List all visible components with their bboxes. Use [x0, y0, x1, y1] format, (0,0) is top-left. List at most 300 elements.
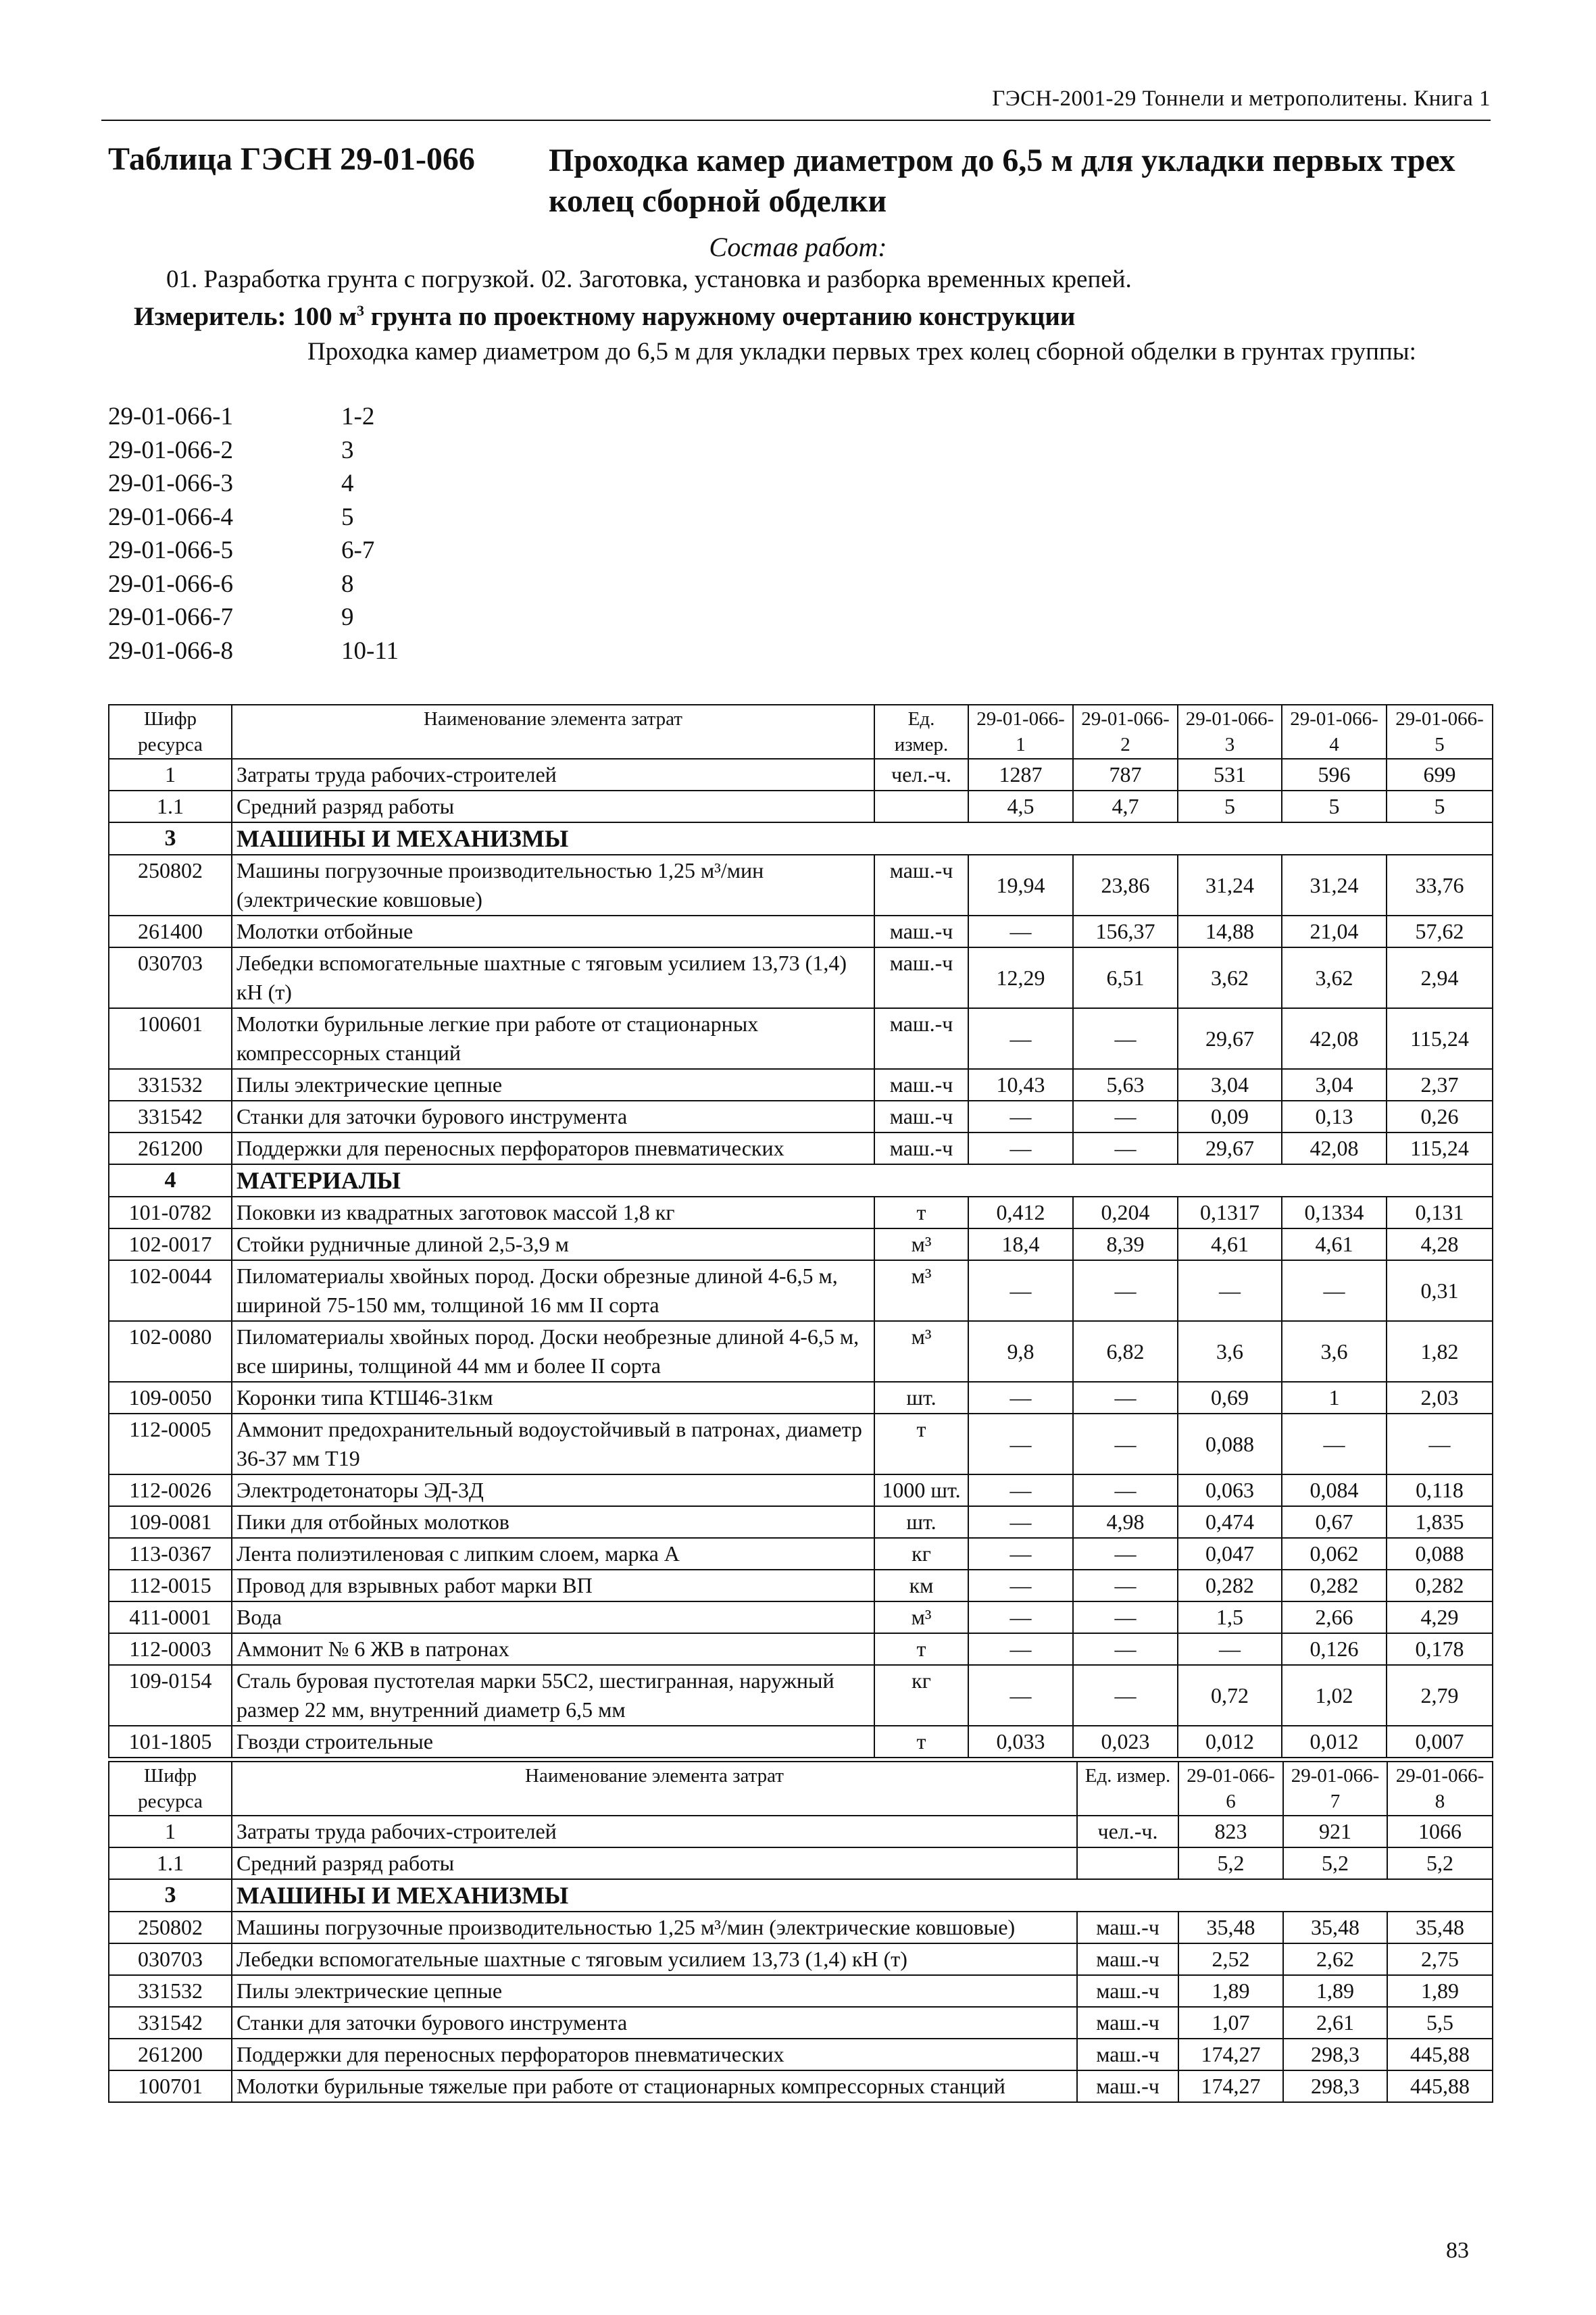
section-row	[109, 1879, 1493, 1912]
resource-value: 1,02	[1282, 1665, 1387, 1726]
table-row	[109, 947, 1493, 1008]
measure-prefix: Измеритель: 100 м	[134, 302, 357, 331]
table-row	[109, 759, 1493, 791]
resource-value: —	[968, 1665, 1073, 1726]
resource-value: 6,82	[1073, 1321, 1178, 1382]
resource-unit: чел.-ч.	[1077, 1816, 1178, 1847]
resource-code: 250802	[109, 1912, 232, 1943]
resource-code: 3	[109, 1879, 232, 1912]
running-head: ГЭСН-2001-29 Тоннели и метрополитены. Книга 1	[992, 86, 1491, 111]
table-row	[109, 1912, 1493, 1943]
resource-value: 4,28	[1387, 1228, 1493, 1260]
variant-code: 29-01-066-3	[108, 470, 233, 497]
resource-unit: шт.	[874, 1506, 968, 1538]
resource-name: Стойки рудничные длиной 2,5-3,9 м	[232, 1228, 874, 1260]
resource-value: 2,61	[1283, 2007, 1387, 2039]
resource-code: 331542	[109, 2007, 232, 2039]
resource-name: Пилы электрические цепные	[232, 1975, 1077, 2007]
table-row	[109, 2070, 1493, 2102]
resource-value: 3,04	[1282, 1069, 1387, 1101]
resource-unit: т	[874, 1633, 968, 1665]
resource-value: 0,282	[1282, 1570, 1387, 1601]
resource-value: 298,3	[1283, 2070, 1387, 2102]
resource-name: Лебедки вспомогательные шахтные с тяговым усилием 13,73 (1,4) кН (т)	[232, 1943, 1077, 1975]
resource-code: 261200	[109, 1132, 232, 1164]
resource-unit: маш.-ч	[874, 1132, 968, 1164]
resource-value: 0,084	[1282, 1474, 1387, 1506]
variant-group: 8	[341, 570, 354, 598]
resource-value: 21,04	[1282, 916, 1387, 947]
resource-value: —	[968, 916, 1073, 947]
table-header-row	[109, 1762, 1493, 1816]
measure-sup: 3	[357, 302, 365, 319]
resource-name: Провод для взрывных работ марки ВП	[232, 1570, 874, 1601]
resource-value: —	[1178, 1260, 1282, 1321]
resource-value: 0,09	[1178, 1101, 1282, 1132]
resource-table-1	[108, 704, 1493, 1758]
variant-code: 29-01-066-2	[108, 436, 233, 464]
resource-value: —	[1073, 1601, 1178, 1633]
resource-name: Средний разряд работы	[232, 791, 874, 822]
resource-code: 102-0017	[109, 1228, 232, 1260]
resource-value: 0,023	[1073, 1726, 1178, 1758]
resource-value: 0,474	[1178, 1506, 1282, 1538]
variant-group: 10-11	[341, 637, 399, 665]
header-unit: Ед. измер.	[874, 705, 968, 759]
resource-value: 0,31	[1387, 1260, 1493, 1321]
table-header-row	[109, 705, 1493, 759]
resource-name: Молотки бурильные тяжелые при работе от стационарных компрессорных станций	[232, 2070, 1077, 2102]
resource-value: 0,1317	[1178, 1197, 1282, 1228]
resource-value: 2,79	[1387, 1665, 1493, 1726]
resource-value: 29,67	[1178, 1132, 1282, 1164]
resource-value: 2,94	[1387, 947, 1493, 1008]
table-row	[109, 1474, 1493, 1506]
resource-value: 0,1334	[1282, 1197, 1387, 1228]
variant-row	[108, 568, 399, 601]
resource-name: Пиломатериалы хвойных пород. Доски необрезные длиной 4-6,5 м, все ширины, толщиной 44 мм и более II сорта	[232, 1321, 874, 1382]
resource-unit: м³	[874, 1321, 968, 1382]
table-row	[109, 1132, 1493, 1164]
resource-value: 5,5	[1387, 2007, 1493, 2039]
resource-value: 2,66	[1282, 1601, 1387, 1633]
resource-value: 0,69	[1178, 1382, 1282, 1414]
resource-code: 1	[109, 1816, 232, 1847]
resource-code: 113-0367	[109, 1538, 232, 1570]
resource-value: 5,2	[1387, 1847, 1493, 1879]
variant-group: 1-2	[341, 403, 375, 430]
resource-value: —	[968, 1633, 1073, 1665]
resource-value: 445,88	[1387, 2070, 1493, 2102]
resource-value: 699	[1387, 759, 1493, 791]
resource-value: 3,6	[1282, 1321, 1387, 1382]
resource-code: 112-0005	[109, 1414, 232, 1474]
resource-unit: маш.-ч	[1077, 1912, 1178, 1943]
resource-value: 29,67	[1178, 1008, 1282, 1069]
resource-value: 4,29	[1387, 1601, 1493, 1633]
table-row	[109, 1101, 1493, 1132]
variant-group: 9	[341, 603, 354, 631]
table-row	[109, 855, 1493, 916]
resource-value: 35,48	[1283, 1912, 1387, 1943]
resource-unit: м³	[874, 1228, 968, 1260]
resource-name: Аммонит предохранительный водоустойчивый в патронах, диаметр 36-37 мм Т19	[232, 1414, 874, 1474]
table-row	[109, 1726, 1493, 1758]
table-title: Проходка камер диаметром до 6,5 м для укладки первых трех колец сборной обделки	[549, 143, 1455, 219]
table-row	[109, 1414, 1493, 1474]
header-variant-col: 29-01-066-2	[1073, 705, 1178, 759]
resource-value: 0,033	[968, 1726, 1073, 1758]
resource-value: 1	[1282, 1382, 1387, 1414]
resource-name: Поддержки для переносных перфораторов пневматических	[232, 1132, 874, 1164]
resource-value: 0,062	[1282, 1538, 1387, 1570]
table-row	[109, 1570, 1493, 1601]
resource-value: 19,94	[968, 855, 1073, 916]
resource-value: 174,27	[1178, 2070, 1283, 2102]
resource-value: 0,282	[1178, 1570, 1282, 1601]
resource-value: 0,204	[1073, 1197, 1178, 1228]
resource-value: 921	[1283, 1816, 1387, 1847]
resource-name: Поковки из квадратных заготовок массой 1,8 кг	[232, 1197, 874, 1228]
table-row	[109, 1538, 1493, 1570]
resource-value: 5	[1387, 791, 1493, 822]
resource-value: 0,412	[968, 1197, 1073, 1228]
resource-code: 101-1805	[109, 1726, 232, 1758]
table-row	[109, 1633, 1493, 1665]
header-code: Шифр ресурса	[109, 705, 232, 759]
resource-value: 156,37	[1073, 916, 1178, 947]
resource-value: —	[968, 1570, 1073, 1601]
resource-unit: маш.-ч	[1077, 1975, 1178, 2007]
variant-row	[108, 434, 399, 468]
table-row	[109, 2039, 1493, 2070]
resource-name: Вода	[232, 1601, 874, 1633]
variant-code: 29-01-066-7	[108, 603, 233, 631]
table-row	[109, 1228, 1493, 1260]
resource-value: 8,39	[1073, 1228, 1178, 1260]
resource-value: —	[968, 1474, 1073, 1506]
resource-unit: кг	[874, 1665, 968, 1726]
resource-name: Машины погрузочные производительностью 1,25 м³/мин (электрические ковшовые)	[232, 855, 874, 916]
resource-value: 0,178	[1387, 1633, 1493, 1665]
resource-value: 0,088	[1387, 1538, 1493, 1570]
resource-value: 31,24	[1178, 855, 1282, 916]
resource-unit	[874, 791, 968, 822]
resource-code: 261200	[109, 2039, 232, 2070]
table-row	[109, 1975, 1493, 2007]
table-row	[109, 1069, 1493, 1101]
resource-value: 1287	[968, 759, 1073, 791]
resource-value: 57,62	[1387, 916, 1493, 947]
resource-value: —	[1282, 1260, 1387, 1321]
resource-value: 0,063	[1178, 1474, 1282, 1506]
resource-value: 4,98	[1073, 1506, 1178, 1538]
resource-code: 250802	[109, 855, 232, 916]
section-title: МАШИНЫ И МЕХАНИЗМЫ	[232, 1879, 1493, 1912]
resource-value: 0,012	[1282, 1726, 1387, 1758]
resource-code: 1.1	[109, 1847, 232, 1879]
resource-value: —	[968, 1132, 1073, 1164]
table-row	[109, 1847, 1493, 1879]
resource-value: —	[1073, 1414, 1178, 1474]
resource-value: 0,26	[1387, 1101, 1493, 1132]
resource-value: 5,2	[1283, 1847, 1387, 1879]
resource-value: 0,047	[1178, 1538, 1282, 1570]
resource-value: —	[1073, 1633, 1178, 1665]
resource-value: —	[968, 1260, 1073, 1321]
resource-value: 1,07	[1178, 2007, 1283, 2039]
resource-value: 823	[1178, 1816, 1283, 1847]
resource-value: 1,89	[1283, 1975, 1387, 2007]
variant-group: 4	[341, 470, 354, 497]
section-title: МАТЕРИАЛЫ	[232, 1164, 1493, 1197]
resource-name: Средний разряд работы	[232, 1847, 1077, 1879]
resource-code: 030703	[109, 1943, 232, 1975]
header-name: Наименование элемента затрат	[232, 1762, 1077, 1816]
resource-value: 115,24	[1387, 1132, 1493, 1164]
resource-value: —	[968, 1101, 1073, 1132]
resource-value: 1,89	[1178, 1975, 1283, 2007]
table-row	[109, 1601, 1493, 1633]
resource-value: 3,62	[1282, 947, 1387, 1008]
resource-value: 1,5	[1178, 1601, 1282, 1633]
header-name: Наименование элемента затрат	[232, 705, 874, 759]
resource-value: 0,67	[1282, 1506, 1387, 1538]
resource-code: 112-0015	[109, 1570, 232, 1601]
resource-name: Пилы электрические цепные	[232, 1069, 874, 1101]
resource-name: Молотки бурильные легкие при работе от стационарных компрессорных станций	[232, 1008, 874, 1069]
resource-value: 0,012	[1178, 1726, 1282, 1758]
resource-code: 100601	[109, 1008, 232, 1069]
resource-code: 261400	[109, 916, 232, 947]
variant-group: 6-7	[341, 537, 375, 564]
variant-code: 29-01-066-1	[108, 403, 233, 430]
resource-code: 030703	[109, 947, 232, 1008]
resource-value: —	[1073, 1474, 1178, 1506]
resource-code: 100701	[109, 2070, 232, 2102]
resource-code: 4	[109, 1164, 232, 1197]
resource-value: 531	[1178, 759, 1282, 791]
variant-row	[108, 534, 399, 568]
resource-name: Молотки отбойные	[232, 916, 874, 947]
resource-name: Станки для заточки бурового инструмента	[232, 2007, 1077, 2039]
resource-value: 2,03	[1387, 1382, 1493, 1414]
resource-name: Затраты труда рабочих-строителей	[232, 759, 874, 791]
variant-row	[108, 601, 399, 634]
resource-unit: маш.-ч	[874, 855, 968, 916]
resource-value: 3,04	[1178, 1069, 1282, 1101]
resource-value: 31,24	[1282, 855, 1387, 916]
section-row	[109, 822, 1493, 855]
resource-code: 109-0154	[109, 1665, 232, 1726]
resource-value: 5	[1282, 791, 1387, 822]
variant-group: 5	[341, 503, 354, 531]
resource-unit: км	[874, 1570, 968, 1601]
resource-value: —	[968, 1538, 1073, 1570]
table-row	[109, 1506, 1493, 1538]
header-unit: Ед. измер.	[1077, 1762, 1178, 1816]
resource-value: 4,5	[968, 791, 1073, 822]
resource-unit: маш.-ч	[1077, 2007, 1178, 2039]
resource-unit: маш.-ч	[874, 1008, 968, 1069]
resource-name: Пики для отбойных молотков	[232, 1506, 874, 1538]
resource-value: 3,6	[1178, 1321, 1282, 1382]
table-row	[109, 791, 1493, 822]
resource-value: 4,7	[1073, 791, 1178, 822]
resource-value: 0,282	[1387, 1570, 1493, 1601]
resource-value: 9,8	[968, 1321, 1073, 1382]
variant-code: 29-01-066-4	[108, 503, 233, 531]
resource-value: 1,835	[1387, 1506, 1493, 1538]
resource-value: —	[968, 1414, 1073, 1474]
resource-value: 35,48	[1178, 1912, 1283, 1943]
resource-code: 109-0081	[109, 1506, 232, 1538]
table-code: Таблица ГЭСН 29-01-066	[108, 141, 475, 177]
header-variant-col: 29-01-066-8	[1387, 1762, 1493, 1816]
variant-code: 29-01-066-5	[108, 537, 233, 564]
resource-value: 1066	[1387, 1816, 1493, 1847]
table-row	[109, 1382, 1493, 1414]
measure-unit	[134, 301, 1075, 332]
resource-value: —	[968, 1506, 1073, 1538]
resource-code: 102-0044	[109, 1260, 232, 1321]
section-row	[109, 1164, 1493, 1197]
resource-code: 112-0026	[109, 1474, 232, 1506]
resource-name: Станки для заточки бурового инструмента	[232, 1101, 874, 1132]
resource-code: 112-0003	[109, 1633, 232, 1665]
resource-value: —	[1073, 1538, 1178, 1570]
resource-value: 4,61	[1282, 1228, 1387, 1260]
resource-value: 2,62	[1283, 1943, 1387, 1975]
variant-row	[108, 501, 399, 534]
resource-value: 18,4	[968, 1228, 1073, 1260]
table-row	[109, 1816, 1493, 1847]
resource-value: —	[1073, 1260, 1178, 1321]
resource-name: Электродетонаторы ЭД-3Д	[232, 1474, 874, 1506]
resource-value: 0,088	[1178, 1414, 1282, 1474]
header-code: Шифр ресурса	[109, 1762, 232, 1816]
resource-value: 2,52	[1178, 1943, 1283, 1975]
resource-unit: т	[874, 1726, 968, 1758]
resource-unit	[1077, 1847, 1178, 1879]
resource-value: 115,24	[1387, 1008, 1493, 1069]
resource-value: 12,29	[968, 947, 1073, 1008]
resource-unit: т	[874, 1197, 968, 1228]
resource-value: 33,76	[1387, 855, 1493, 916]
resource-unit: м³	[874, 1601, 968, 1633]
resource-value: 42,08	[1282, 1132, 1387, 1164]
resource-value: —	[1178, 1633, 1282, 1665]
resource-unit: чел.-ч.	[874, 759, 968, 791]
resource-value: —	[968, 1601, 1073, 1633]
resource-unit: маш.-ч	[1077, 2039, 1178, 2070]
header-rule	[101, 120, 1491, 121]
resource-name: Машины погрузочные производительностью 1,25 м³/мин (электрические ковшовые)	[232, 1912, 1077, 1943]
resource-name: Коронки типа КТШ46-31км	[232, 1382, 874, 1414]
resource-value: —	[1387, 1414, 1493, 1474]
table-row	[109, 916, 1493, 947]
table-row	[109, 1321, 1493, 1382]
resource-value: —	[1073, 1665, 1178, 1726]
resource-name: Лента полиэтиленовая с липким слоем, марка А	[232, 1538, 874, 1570]
resource-value: 0,126	[1282, 1633, 1387, 1665]
resource-code: 102-0080	[109, 1321, 232, 1382]
resource-unit: 1000 шт.	[874, 1474, 968, 1506]
resource-value: 445,88	[1387, 2039, 1493, 2070]
resource-value: 4,61	[1178, 1228, 1282, 1260]
resource-code: 3	[109, 822, 232, 855]
resource-value: 3,62	[1178, 947, 1282, 1008]
resource-value: —	[968, 1008, 1073, 1069]
resource-unit: маш.-ч	[1077, 2070, 1178, 2102]
resource-code: 331532	[109, 1069, 232, 1101]
resource-unit: маш.-ч	[874, 1069, 968, 1101]
table-row	[109, 1943, 1493, 1975]
resource-unit: маш.-ч	[1077, 1943, 1178, 1975]
resource-value: 10,43	[968, 1069, 1073, 1101]
header-variant-col: 29-01-066-4	[1282, 705, 1387, 759]
resource-value: —	[968, 1382, 1073, 1414]
resource-value: —	[1073, 1132, 1178, 1164]
resource-value: 0,131	[1387, 1197, 1493, 1228]
resource-value: 0,72	[1178, 1665, 1282, 1726]
variant-code: 29-01-066-6	[108, 570, 233, 598]
resource-unit: м³	[874, 1260, 968, 1321]
resource-value: 2,37	[1387, 1069, 1493, 1101]
resource-name: Сталь буровая пустотелая марки 55С2, шестигранная, наружный размер 22 мм, внутренний диаметр 6,5 мм	[232, 1665, 874, 1726]
resource-value: 0,13	[1282, 1101, 1387, 1132]
page-number: 83	[1446, 2238, 1469, 2263]
resource-value: 6,51	[1073, 947, 1178, 1008]
resource-value: —	[1073, 1382, 1178, 1414]
resource-code: 1.1	[109, 791, 232, 822]
resource-value: 14,88	[1178, 916, 1282, 947]
resource-code: 331532	[109, 1975, 232, 2007]
resource-unit: маш.-ч	[874, 916, 968, 947]
resource-value: 1,89	[1387, 1975, 1493, 2007]
resource-value: 1,82	[1387, 1321, 1493, 1382]
table-row	[109, 1008, 1493, 1069]
header-variant-col: 29-01-066-3	[1178, 705, 1282, 759]
variant-row	[108, 467, 399, 501]
resource-table-2	[108, 1761, 1493, 2103]
resource-value: 5,63	[1073, 1069, 1178, 1101]
resource-unit: т	[874, 1414, 968, 1474]
resource-name: Пиломатериалы хвойных пород. Доски обрезные длиной 4-6,5 м, шириной 75-150 мм, толщиной 16 мм II сорта	[232, 1260, 874, 1321]
resource-value: 0,118	[1387, 1474, 1493, 1506]
resource-unit: кг	[874, 1538, 968, 1570]
variant-group: 3	[341, 436, 354, 464]
table-row	[109, 1665, 1493, 1726]
section-title: МАШИНЫ И МЕХАНИЗМЫ	[232, 822, 1493, 855]
variants-list	[108, 400, 399, 668]
resource-name: Поддержки для переносных перфораторов пневматических	[232, 2039, 1077, 2070]
resource-code: 331542	[109, 1101, 232, 1132]
resource-value: 23,86	[1073, 855, 1178, 916]
resource-unit: маш.-ч	[874, 947, 968, 1008]
table-row	[109, 2007, 1493, 2039]
resource-value: 298,3	[1283, 2039, 1387, 2070]
resource-value: 174,27	[1178, 2039, 1283, 2070]
resource-value: 35,48	[1387, 1912, 1493, 1943]
header-variant-col: 29-01-066-6	[1178, 1762, 1283, 1816]
resource-code: 109-0050	[109, 1382, 232, 1414]
resource-value: 42,08	[1282, 1008, 1387, 1069]
works-heading: Состав работ:	[709, 232, 887, 262]
resource-name: Гвозди строительные	[232, 1726, 874, 1758]
table-row	[109, 1197, 1493, 1228]
header-variant-col: 29-01-066-7	[1283, 1762, 1387, 1816]
